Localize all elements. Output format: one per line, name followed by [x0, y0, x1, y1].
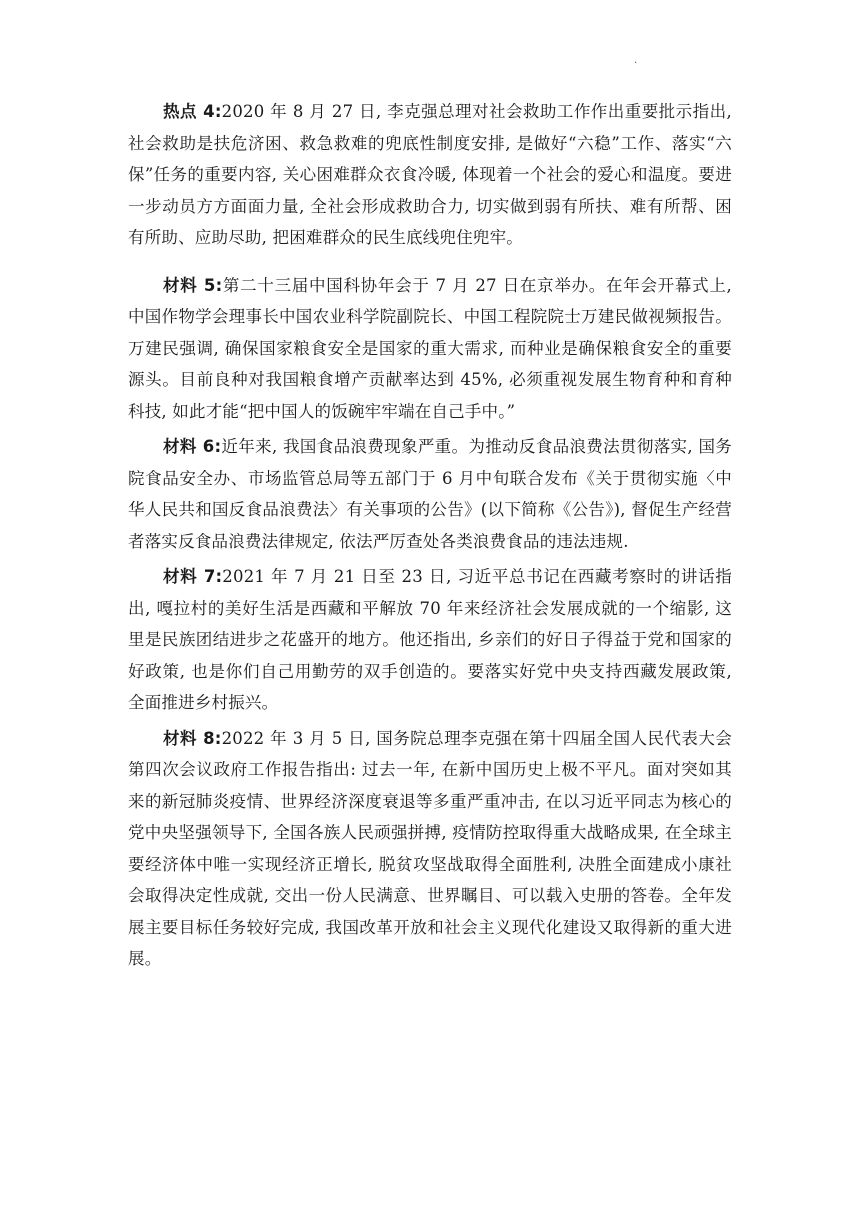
paragraph-text: 2021 年 7 月 21 日至 23 日, 习近平总书记在西藏考察时的讲话指出, 嘎拉村的美好生活是西藏和平解放 70 年来经济社会发展成就的一个缩影, 这里是民族团结进步之花盛开的地方。他还指出, 乡亲们的好日子得益于党和国家的好政策, 也是你们自己用勤劳的双手创造的。要落实好党中央支持西藏发展政策, 全面推进乡村振兴。: [128, 567, 732, 712]
paragraph-text: 近年来, 我国食品浪费现象严重。为推动反食品浪费法贯彻落实, 国务院食品安全办、市场监管总局等五部门于 6 月中旬联合发布《关于贯彻实施〈中华人民共和国反食品浪费法〉有关事项的公告》(以下简称《公告》), 督促生产经营者落实反食品浪费法律规定, 依法严厉查处各类浪费食品的违法违规.: [128, 437, 732, 551]
paragraph-label: 材料 6:: [163, 437, 222, 456]
paragraph-label: 材料 7:: [163, 567, 223, 586]
paragraph-text: 第二十三届中国科协年会于 7 月 27 日在京举办。在年会开幕式上, 中国作物学会理事长中国农业科学院副院长、中国工程院院士万建民做视频报告。万建民强调, 确保国家粮食安全是国家的重大需求, 而种业是确保粮食安全的重要源头。目前良种对我国粮食增产贡献率达到 45%, 必须重视发展生物育种和育种科技, 如此才能“把中国人的饭碗牢牢端在自己手中。”: [128, 275, 732, 421]
paragraph-hotspot-4: [128, 96, 732, 254]
paragraph-material-7: [128, 561, 732, 719]
paragraph-material-8: [128, 723, 732, 975]
header-mark: .: [634, 55, 638, 66]
paragraph-text: 2022 年 3 月 5 日, 国务院总理李克强在第十四届全国人民代表大会第四次会议政府工作报告指出: 过去一年, 在新中国历史上极不平凡。面对突如其来的新冠肺炎疫情、世界经济深度衰退等多重严重冲击, 在以习近平同志为核心的党中央坚强领导下, 全国各族人民顽强拼搏, 疫情防控取得重大战略成果, 在全球主要经济体中唯一实现经济正增长, 脱贫攻坚战取得全面胜利, 决胜全面建成小康社会取得决定性成就, 交出一份人民满意、世界瞩目、可以载入史册的答卷。全年发展主要目标任务较好完成, 我国改革开放和社会主义现代化建设又取得新的重大进展。: [128, 728, 733, 968]
paragraph-material-5: [128, 270, 732, 428]
document-body: [128, 96, 732, 979]
paragraph-material-6: [128, 431, 732, 557]
paragraph-label: 材料 5:: [163, 275, 223, 295]
paragraph-text: 2020 年 8 月 27 日, 李克强总理对社会救助工作作出重要批示指出, 社会救助是扶危济困、救急救难的兜底性制度安排, 是做好“六稳”工作、落实“六保”任务的重要内容, 关心困难群众衣食冷暖, 体现着一个社会的爱心和温度。要进一步动员方方面面力量, 全社会形成救助合力, 切实做到弱有所扶、难有所帮、困有所助、应助尽助, 把困难群众的民生底线兜住兜牢。: [128, 102, 733, 247]
paragraph-label: 材料 8:: [163, 728, 222, 748]
paragraph-label: 热点 4:: [163, 102, 222, 121]
